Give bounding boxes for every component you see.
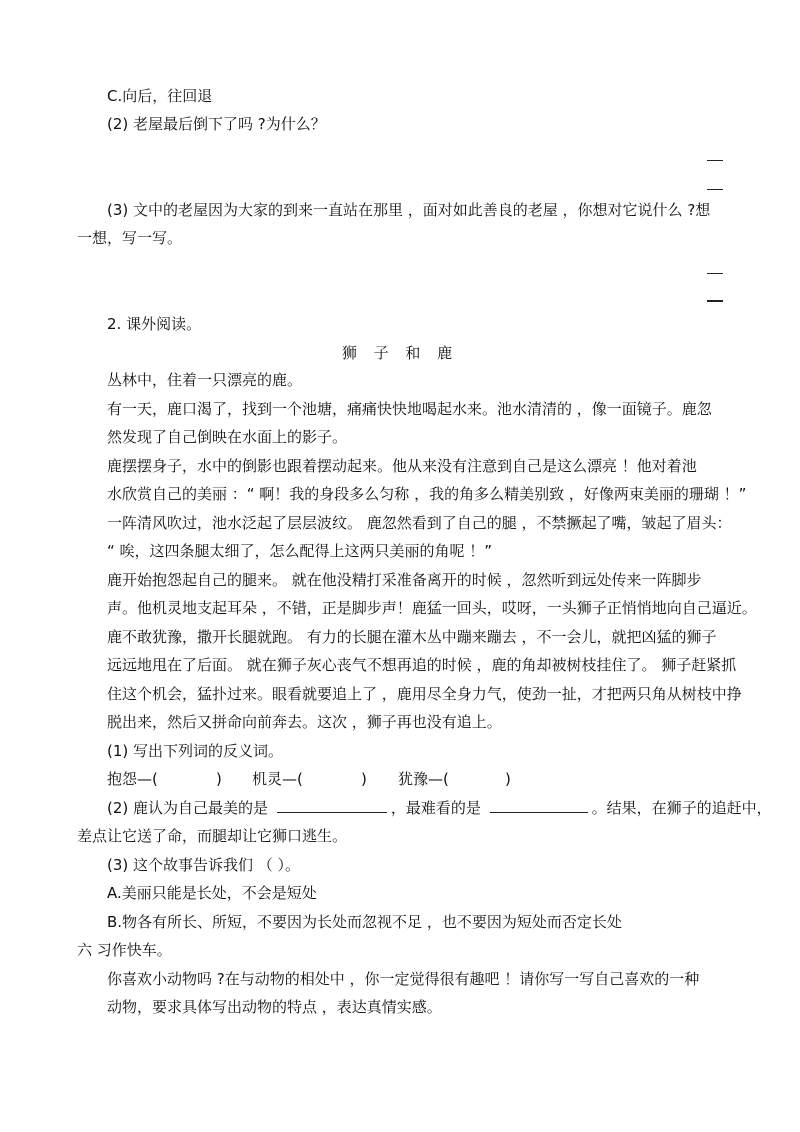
story-paragraph: 声。他机灵地支起耳朵 ，不错，正是脚步声！鹿猛一回头，哎呀，一头狮子正悄悄地向自己逼近。 — [107, 599, 757, 617]
reading-question-2-line2: 差点让它送了命，而腿却让它狮口逃生。 — [77, 827, 348, 845]
antonym-item — [107, 769, 158, 789]
antonym-close: ) — [216, 770, 222, 788]
writing-prompt-line2: 动物，要求具体写出动物的特点 ，表达真情实感。 — [107, 998, 442, 1016]
question-2: (2) 老屋最后倒下了吗 ?为什么？ — [107, 115, 326, 133]
answer-blank[interactable] — [490, 798, 588, 813]
writing-prompt-line1: 你喜欢小动物吗 ?在与动物的相处中 ，你一定觉得很有趣吧 ！请你写一写自己喜欢的一种 — [107, 970, 700, 988]
answer-line — [707, 273, 723, 274]
reading-question-3: (3) 这个故事告诉我们 （ ）。 — [107, 856, 301, 874]
story-paragraph: 然发现了自己倒映在水面上的影子。 — [107, 428, 348, 446]
answer-blank[interactable] — [277, 798, 387, 813]
story-paragraph: 脱出来，然后又拼命向前奔去。这次 ，狮子再也没有追上。 — [107, 713, 502, 731]
option-a: A.美丽只能是长处，不会是短处 — [107, 884, 317, 902]
antonym-item — [398, 769, 449, 789]
story-paragraph: 一阵清风吹过，池水泛起了层层波纹。 鹿忽然看到了自己的腿 ，不禁撅起了嘴，皱起了眉头： — [107, 514, 732, 532]
story-paragraph: 鹿摆摆身子，水中的倒影也跟着摆动起来。他从来没有注意到自己是这么漂亮 ！他对着池 — [107, 457, 697, 475]
answer-line — [707, 189, 723, 190]
story-paragraph: 有一天，鹿口渴了，找到一个池塘，痛痛快快地喝起水来。池水清清的 ，像一面镜子。鹿忽 — [107, 400, 712, 418]
antonym-close: ) — [505, 770, 511, 788]
antonym-word: 机灵—( — [252, 770, 303, 788]
antonym-item — [252, 769, 303, 789]
reading-question-1: (1) 写出下列词的反义词。 — [107, 742, 284, 760]
story-paragraph: “ 唉，这四条腿太细了，怎么配得上这两只美丽的角呢 ！” — [107, 542, 493, 560]
question-3-line2: 一想，写一写。 — [77, 229, 183, 247]
option-b: B.物各有所长、所短，不要因为长处而忽视不足 ，也不要因为短处而否定长处 — [107, 913, 622, 931]
question-3-line1: (3) 文中的老屋因为大家的到来一直站在那里 ，面对如此善良的老屋 ，你想对它说什么 ?想 — [107, 201, 711, 219]
story-paragraph: 鹿不敢犹豫，撒开长腿就跑。 有力的长腿在灌木丛中蹦来蹦去 ，不一会儿，就把凶猛的狮子 — [107, 628, 717, 646]
antonym-close: ) — [361, 770, 367, 788]
option-c: C.向后，往回退 — [107, 87, 213, 105]
story-paragraph: 远远地甩在了后面。 就在狮子灰心丧气不想再追的时候 ，鹿的角却被树枝挂住了。 狮子赶紧抓 — [107, 656, 737, 674]
extra-reading-heading: 2. 课外阅读。 — [107, 315, 202, 333]
antonym-word: 犹豫—( — [398, 770, 449, 788]
story-paragraph: 住这个机会，猛扑过来。眼看就要追上了 ，鹿用尽全身力气，使劲一扯，才把两只角从树枝中挣 — [107, 685, 742, 703]
section-6-heading: 六 习作快车。 — [77, 941, 172, 959]
story-paragraph: 丛林中，住着一只漂亮的鹿。 — [107, 371, 303, 389]
answer-line — [707, 160, 723, 161]
reading-question-2: (2) 鹿认为自己最美的是 ，最难看的是 。结果，在狮子的追赶中， — [107, 799, 772, 817]
story-title: 狮 子 和 鹿 — [341, 344, 459, 362]
story-paragraph: 鹿开始抱怨起自己的腿来。 就在他没精打采准备离开的时候 ，忽然听到远处传来一阵脚步 — [107, 571, 702, 589]
answer-line — [707, 300, 723, 302]
antonym-word: 抱怨—( — [107, 770, 158, 788]
story-paragraph: 水欣赏自己的美丽 ：“ 啊！我的身段多么匀称 ，我的角多么精美别致 ，好像两束美丽的珊瑚 ！” — [107, 485, 747, 503]
